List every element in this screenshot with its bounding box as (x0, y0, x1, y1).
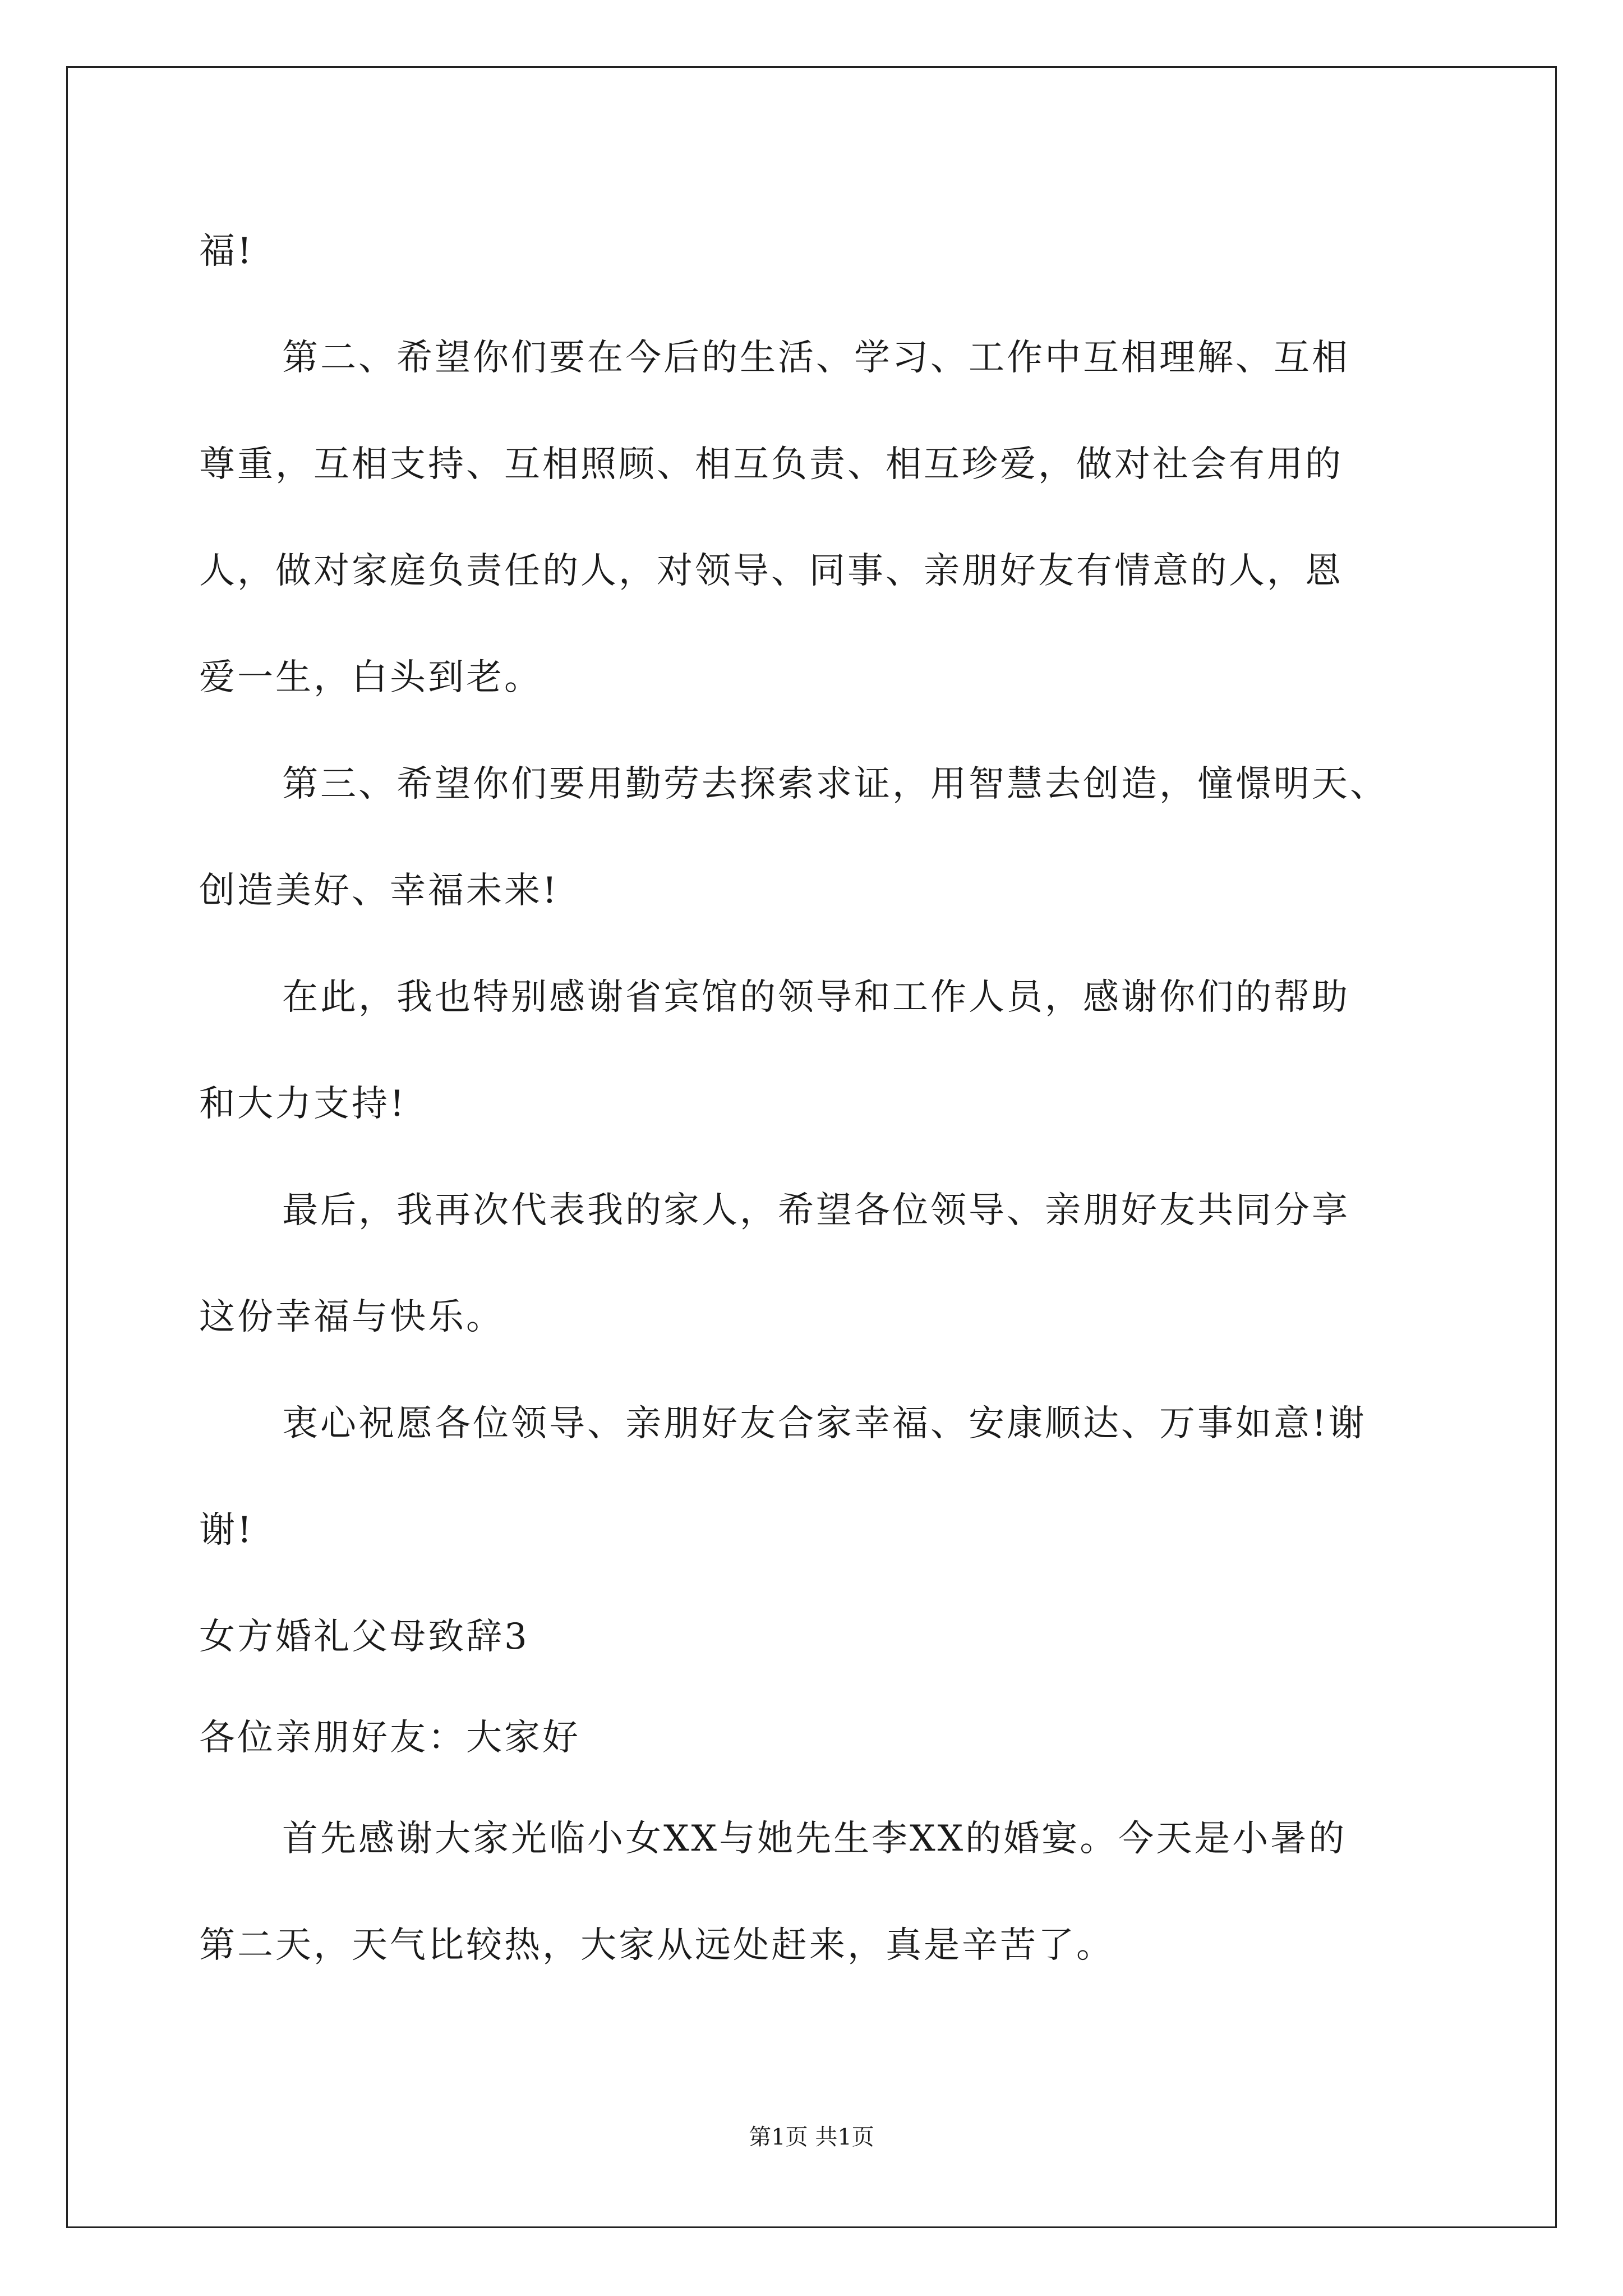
paragraph-line: 第三、希望你们要用勤劳去探索求证，用智慧去创造，憧憬明天、 (282, 763, 1388, 805)
text-line: 人，做对家庭负责任的人，对领导、同事、亲朋好友有情意的人，恩 (199, 550, 1343, 592)
salutation: 各位亲朋好友：大家好 (199, 1717, 580, 1759)
text-line: 谢! (199, 1510, 254, 1551)
paragraph-line: 首先感谢大家光临小女XX与她先生李XX的婚宴。今天是小暑的 (282, 1818, 1347, 1860)
text-line: 创造美好、幸福未来! (199, 870, 559, 912)
paragraph-line: 在此，我也特别感谢省宾馆的领导和工作人员，感谢你们的帮助 (282, 977, 1350, 1018)
text-line: 第二天，天气比较热，大家从远处赶来，真是辛苦了。 (199, 1925, 1114, 1966)
text-line: 和大力支持! (199, 1083, 407, 1125)
text-line: 这份幸福与快乐。 (199, 1296, 504, 1338)
page-frame (66, 66, 1557, 2228)
paragraph-line: 最后，我再次代表我的家人，希望各位领导、亲朋好友共同分享 (282, 1190, 1350, 1231)
text-line: 爱一生，白头到老。 (199, 657, 542, 698)
paragraph-line: 衷心祝愿各位领导、亲朋好友合家幸福、安康顺达、万事如意!谢 (282, 1403, 1367, 1444)
paragraph-line: 第二、希望你们要在今后的生活、学习、工作中互相理解、互相 (282, 337, 1350, 379)
text-line: 尊重，互相支持、互相照顾、相互负责、相互珍爱，做对社会有用的 (199, 444, 1343, 485)
page-number: 第1页 共1页 (749, 2124, 874, 2150)
section-heading: 女方婚礼父母致辞3 (199, 1616, 529, 1658)
text-line: 福! (199, 231, 254, 272)
